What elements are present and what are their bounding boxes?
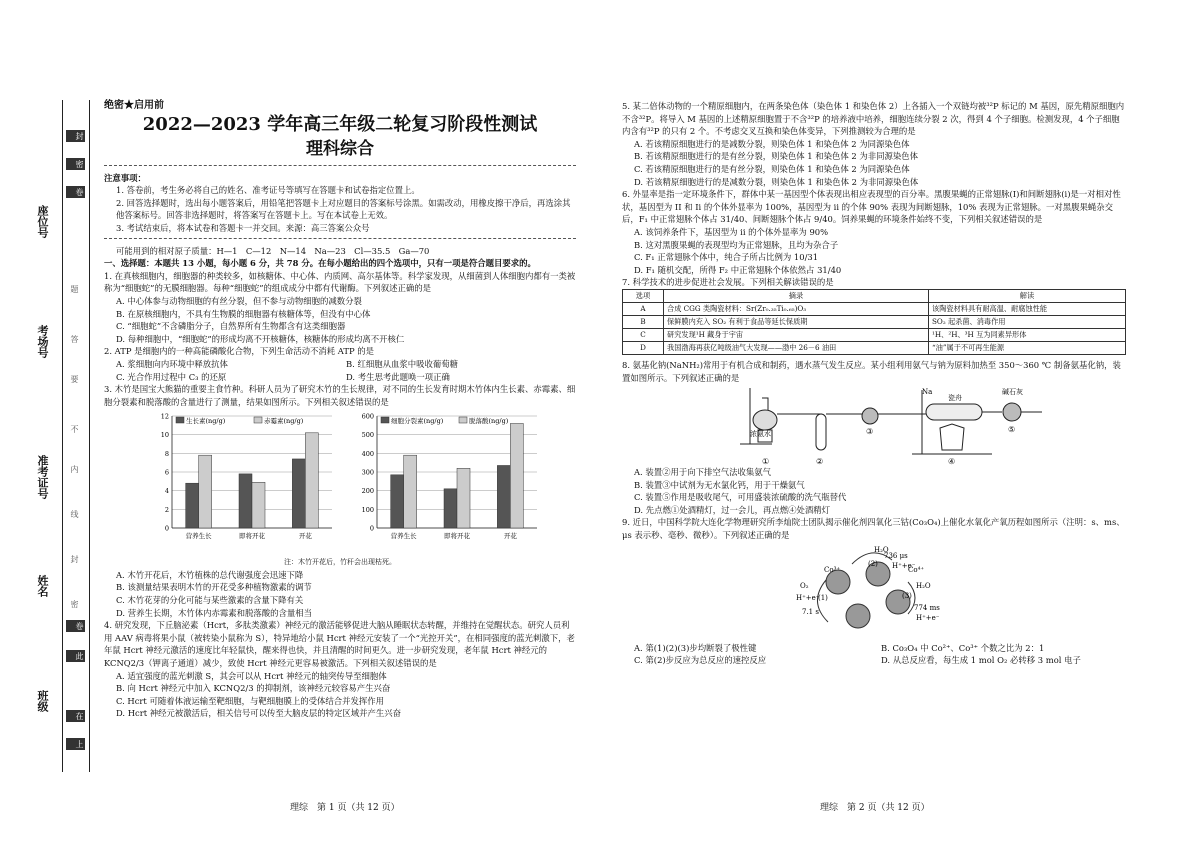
question-option: A. 该饲养条件下，基因型为 ii 的个体外显率为 90%: [634, 226, 829, 237]
question-option: D. F₁ 随机交配，所得 F₂ 中正常翅脉个体依然占 31/40: [634, 264, 842, 275]
figure-label: 774 ms: [914, 603, 940, 612]
q7-table: [622, 289, 1126, 355]
figure-label: (3): [902, 591, 912, 600]
question-stem: 5. 某二倍体动物的一个精原细胞内，在两条染色体（染色体 1 和染色体 2）上各插入一个双链均被³²P 标记的 M 基因，原先精原细胞内不含³²P。将导入 M 基因的上述精原细胞置于不含³²P 的培养液中培养，细胞连续分裂 2 次，得到 4 个子细胞。检测发现，4 个子细胞内含有³²P 的只有 2 个。不考虑交叉互换和染色体变异，下列推测较为合理的是: [622, 101, 1125, 137]
figure-label: H₂O: [916, 581, 931, 590]
apparatus-svg: [622, 384, 1128, 466]
label-seat: 座位号: [36, 205, 49, 238]
gutter-text: 内: [70, 465, 79, 473]
question-stem: 8. 氨基化钠(NaNH₂)常用于有机合成和制药，遇水蒸气发生反应。某小组利用氨气与钠为原料加热至 350～360 ℃ 制备氨基化钠，装置如图所示。下列叙述正确的是: [622, 359, 1121, 383]
gutter-text: 答: [70, 335, 79, 343]
notice-item: 1. 答卷前，考生务必将自己的姓名、准考证号等填写在答题卡和试卷指定位置上。: [116, 185, 420, 196]
bar: [252, 483, 265, 529]
question-option: D. 考生思考此题唤一项正确: [346, 371, 450, 382]
table-cell: 我国渤海再获亿吨级油气大发现——渤中 26－6 油田: [664, 341, 929, 354]
table-cell: C: [623, 328, 664, 341]
question-option: A. 适宜强度的蓝光刺激 S，其会可以从 Hcrt 神经元的轴突传导至细胞体: [116, 670, 387, 681]
table-cell: 保鲜膜内充入 SO₂ 有利于食品等延长保质期: [664, 315, 929, 328]
gutter-block: 上: [66, 738, 85, 750]
bar: [292, 459, 305, 528]
section-heading: 一、选择题：本题共 13 小题，每小题 6 分，共 78 分。在每小题给出的四个选项中，只有一项是符合题目要求的。: [104, 258, 536, 269]
notice-item: 2. 回答选择题时，选出每小题答案后，用铅笔把答题卡上对应题目的答案标号涂黑。如需改动，用橡皮擦干净后，再选涂其他答案标号。回答非选择题时，将答案写在答题卡上。写在本试卷上无效。: [116, 197, 571, 221]
question-option: C. “细胞蛇”不含磷脂分子，自然界所有生物都含有这类细胞器: [116, 321, 346, 332]
question-option: B. 向 Hcrt 神经元中加入 KCNQ2/3 的抑制剂，该神经元较容易产生兴奋: [116, 683, 391, 694]
gutter-block: 密: [66, 158, 85, 170]
question-option: D. 若该精原细胞进行的是减数分裂，则染色体 1 和染色体 2 为非同源染色体: [634, 176, 919, 187]
hormone-chart: [144, 408, 564, 556]
left-page: [104, 100, 576, 720]
bar: [199, 455, 212, 528]
table-cell: “油”属于不可再生能源: [929, 341, 1126, 354]
question-stem: 6. 外显率是指一定环境条件下，群体中某一基因型个体表现出相应表现型的百分率。黑腹果蝇的正常翅脉(I)和间断翅脉(i)是一对相对性状，基因型为 II 和 Ii 的个体外显率为 100%，基因型为 ii 的个体 90% 表现为间断翅脉，10% 表现为正常翅脉。一对黑腹果蝇杂交后，F₁ 中正常翅脉个体占 31/40、间断翅脉个体占 9/40。饲养果蝇的环境条件始终不变，下列相关叙述错误的是: [622, 189, 1121, 225]
question-option: B. 这对黑腹果蝇的表现型均为正常翅脉，且均为杂合子: [634, 239, 839, 250]
x-tick-label: 营养生长: [185, 532, 212, 541]
chart-note: 注：木竹开花后，竹秆会出现枯死。: [284, 558, 396, 567]
figure-label: H⁺+e⁻: [892, 561, 916, 570]
divider: [104, 165, 576, 166]
x-tick-label: 即将开花: [239, 532, 265, 541]
legend-swatch: [254, 417, 262, 423]
notice-heading: 注意事项：: [104, 172, 146, 183]
question-option: B. 红细胞从血浆中吸收葡萄糖: [346, 358, 458, 369]
gutter-block: 在: [66, 710, 85, 722]
x-tick-label: 营养生长: [390, 532, 417, 541]
question-option: A. 若该精原细胞进行的是减数分裂，则染色体 1 和染色体 2 为同源染色体: [634, 138, 910, 149]
secret-mark: 绝密★启用前: [104, 100, 164, 111]
question-option: D. 先点燃①处酒精灯，过一会儿，再点燃④处酒精灯: [634, 504, 830, 515]
question-option: C. 装置⑤作用是吸收尾气，可用盛装浓硫酸的洗气瓶替代: [634, 492, 847, 503]
binding-gutter: [62, 100, 90, 772]
figure-label: (2): [868, 559, 878, 568]
y-tick-label: 0: [369, 524, 374, 533]
y-tick-label: 2: [164, 506, 169, 515]
y-tick-label: 500: [361, 431, 374, 440]
page-footer-right: 理综 第 2 页（共 12 页）: [820, 803, 930, 813]
figure-label: 736 μs: [884, 551, 908, 560]
right-page: [622, 100, 1128, 667]
figure-label: Co³⁺: [824, 565, 841, 574]
question-stem: 9. 近日，中国科学院大连化学物理研究所李灿院士团队揭示催化剂四氧化三钴(Co₃O₄)上催化水氧化产氧历程如图所示（注明：s、ms、μs 表示秒、毫秒、微秒）。下列叙述正确的是: [622, 517, 1125, 541]
question-stem: 7. 科学技术的进步促进社会发展。下列相关解读错误的是: [622, 277, 834, 288]
question-option: B. Co₃O₄ 中 Co²⁺、Co³⁺ 个数之比为 2：1: [881, 642, 1045, 653]
gutter-text: 不: [70, 425, 79, 433]
figure-label: H⁺+e⁻: [916, 613, 940, 622]
question-option: A. 木竹开花后，木竹植株的总代谢强度会迅速下降: [116, 569, 304, 580]
gutter-text: 线: [70, 510, 79, 518]
x-tick-label: 开花: [298, 532, 312, 541]
y-tick-label: 200: [361, 487, 374, 496]
figure-label: ②: [816, 457, 824, 467]
figure-label: 浓氨水: [750, 430, 771, 439]
y-tick-label: 100: [361, 506, 374, 515]
gutter-text: 题: [70, 285, 79, 293]
question-option: A. 中心体参与动物细胞的有丝分裂，但不参与动物细胞的减数分裂: [116, 295, 362, 306]
catalysis-svg: [622, 542, 1128, 642]
question-option: A. 浆细胞向内环境中释放抗体: [116, 358, 228, 369]
y-tick-label: 8: [164, 450, 169, 459]
question-option: B. 装置③中试剂为无水氯化钙，用于干燥氨气: [634, 479, 805, 490]
question-option: A. 装置②用于向下排空气法收集氨气: [634, 467, 771, 478]
table-cell: ¹H、²H、³H 互为同素异形体: [929, 328, 1126, 341]
figure-label: 7.1 s: [802, 607, 819, 616]
bar: [391, 475, 404, 528]
x-tick-label: 开花: [503, 532, 517, 541]
label-exam-id: 准考证号: [36, 455, 49, 499]
bar: [497, 466, 510, 529]
option-row: [622, 642, 1128, 655]
table-row: [623, 302, 1126, 315]
question-stem: 3. 木竹是国宝大熊猫的重要主食竹种。科研人员为了研究木竹的生长规律，对不同的生长发育时期木竹体内生长素、赤霉素、细胞分裂素和脱落酸的含量进行了测量，结果如图所示。下列相关叙述错误的是: [104, 384, 576, 407]
figure-label: 瓷舟: [948, 394, 962, 403]
figure-label: O₂: [800, 581, 809, 590]
figure-label: ①: [762, 457, 770, 467]
y-tick-label: 0: [164, 524, 169, 533]
legend-swatch: [459, 417, 467, 423]
table-header: 解读: [929, 289, 1126, 302]
label-class: 班级: [36, 690, 49, 712]
figure-label: Co⁴⁺: [908, 565, 925, 574]
y-tick-label: 600: [361, 412, 374, 421]
bar: [186, 483, 199, 528]
x-tick-label: 即将开花: [444, 532, 470, 541]
figure-label: Na: [922, 388, 933, 397]
y-tick-label: 300: [361, 468, 374, 477]
gutter-block: 封: [66, 130, 85, 142]
exam-title: 2022—2023 学年高三年级二轮复习阶段性测试: [142, 113, 538, 135]
exam-subject: 理科综合: [306, 138, 374, 159]
gutter-text: 封: [70, 555, 79, 563]
table-cell: B: [623, 315, 664, 328]
figure-label: ③: [866, 427, 874, 437]
apparatus-figure: [622, 384, 1128, 466]
notice-item: 3. 考试结束后，将本试卷和答题卡一并交回。来源：高三答案公众号: [116, 222, 370, 233]
table-header: 摘录: [664, 289, 929, 302]
figure-label: H⁺+e⁻: [796, 593, 820, 602]
question-option: B. 在原核细胞内，不具有生物膜的细胞器有核糖体等，但没有中心体: [116, 308, 371, 319]
question-option: C. 若该精原细胞进行的是有丝分裂，则染色体 1 和染色体 2 为同源染色体: [634, 163, 910, 174]
legend-label: 赤霉素(ng/g): [264, 417, 304, 426]
table-header-row: [623, 289, 1126, 302]
gutter-text: 要: [70, 375, 79, 383]
table-row: [623, 315, 1126, 328]
question-option: C. 木竹花芽的分化可能与某些激素的含量下降有关: [116, 595, 304, 606]
table-cell: SO₂ 起杀菌、消毒作用: [929, 315, 1126, 328]
option-row: [104, 358, 576, 371]
y-tick-label: 6: [164, 468, 169, 477]
bar: [305, 433, 318, 528]
question-option: C. 第(2)步反应为总反应的速控反应: [634, 655, 767, 666]
gutter-block: 此: [66, 650, 85, 662]
bar: [457, 469, 470, 529]
bar: [404, 455, 417, 528]
divider: [104, 238, 576, 239]
table-header: 选项: [623, 289, 664, 302]
chart-area: [104, 408, 576, 556]
question-stem: 1. 在真核细胞内，细胞器的种类较多，如核糖体、中心体、内质网、高尔基体等。科学家发现，从细菌到人体细胞内都有一类被称为“细胞蛇”的无膜细胞器。每种“细胞蛇”的组成成分中都有代谢酶。下列叙述正确的是: [104, 270, 576, 294]
bar: [444, 489, 457, 528]
y-tick-label: 4: [164, 487, 169, 496]
page-footer-left: 理综 第 1 页（共 12 页）: [290, 803, 400, 813]
figure-label: (1): [818, 593, 828, 602]
catalysis-figure: [622, 542, 1128, 642]
question-option: A. 第(1)(2)(3)步均断裂了极性键: [634, 642, 757, 653]
table-cell: 该陶瓷材料具有耐高温、耐腐蚀性能: [929, 302, 1126, 315]
question-option: D. 从总反应看，每生成 1 mol O₂ 必转移 3 mol 电子: [881, 655, 1081, 666]
question-option: D. 每种细胞中，“细胞蛇”的形成均离不开核糖体，核糖体的形成均离不开核仁: [116, 333, 405, 344]
legend-swatch: [176, 417, 184, 423]
table-row: [623, 328, 1126, 341]
legend-label: 脱落酸(ng/g): [469, 417, 509, 426]
question-option: C. 光合作用过程中 C₃ 的还原: [116, 371, 227, 382]
question-stem: 2. ATP 是细胞内的一种高能磷酸化合物，下列生命活动不消耗 ATP 的是: [104, 346, 375, 357]
question-option: D. Hcrt 神经元被激活后，相关信号可以传至大脑皮层的特定区域并产生兴奋: [116, 708, 402, 719]
gutter-text: 密: [70, 600, 79, 608]
table-cell: D: [623, 341, 664, 354]
table-cell: 合成 CGG 类陶瓷材料：Sr(Zr₀.₃₅Ti₀.₆₅)O₃: [664, 302, 929, 315]
option-row: [104, 371, 576, 384]
atomic-mass: 可能用到的相对原子质量：H—1 C—12 N—14 Na—23 Cl—35.5 Ga—70: [116, 245, 430, 256]
table-row: [623, 341, 1126, 354]
label-name: 姓名: [36, 575, 49, 597]
bar: [510, 424, 523, 529]
question-stem: 4. 研究发现，下丘脑泌素（Hcrt，多肽类激素）神经元的激活能够促进大脑从睡眠状态转醒，并维持在觉醒状态。研究人员利用 AAV 病毒将果小鼠（被转染小鼠称为 S），特异地给小鼠 Hcrt 神经元安装了一个“光控开关”，在相同强度的蓝光刺激下，老年鼠 Hcrt 神经元激活的速度比年轻鼠快，醒来得也快，并且清醒的时间更久。进一步研究发现，老年鼠 Hcrt 神经元的 KCNQ2/3（钾离子通道）减少，致使 Hcrt 神经元更容易被激活。下列相关叙述错误的是: [104, 620, 575, 669]
question-option: C. Hcrt 可随着体液运输至靶细胞，与靶细胞膜上的受体结合并发挥作用: [116, 695, 384, 706]
y-tick-label: 10: [160, 431, 169, 440]
legend-label: 生长素(ng/g): [186, 417, 226, 426]
label-room: 考场号: [36, 325, 49, 358]
bar: [239, 474, 252, 528]
option-row: [622, 654, 1128, 667]
figure-label: ⑤: [1008, 425, 1016, 435]
gutter-block: 卷: [66, 186, 85, 198]
figure-label: 碱石灰: [1002, 388, 1023, 397]
table-cell: 研究发现¹H 藏身于宇宙: [664, 328, 929, 341]
question-option: B. 该测量结果表明木竹的开花受多种植物激素的调节: [116, 582, 312, 593]
figure-label: H₂O: [874, 545, 889, 554]
legend-swatch: [381, 417, 389, 423]
y-tick-label: 12: [160, 412, 169, 421]
question-option: D. 营养生长期，木竹体内赤霉素和脱落酸的含量相当: [116, 607, 312, 618]
gutter-block: 卷: [66, 620, 85, 632]
legend-label: 细胞分裂素(ng/g): [391, 417, 444, 426]
figure-label: ④: [948, 457, 956, 467]
y-tick-label: 400: [361, 450, 374, 459]
question-option: B. 若该精原细胞进行的是有丝分裂，则染色体 1 和染色体 2 为非同源染色体: [634, 151, 919, 162]
question-option: C. F₁ 正常翅脉个体中，纯合子所占比例为 10/31: [634, 252, 819, 263]
table-cell: A: [623, 302, 664, 315]
